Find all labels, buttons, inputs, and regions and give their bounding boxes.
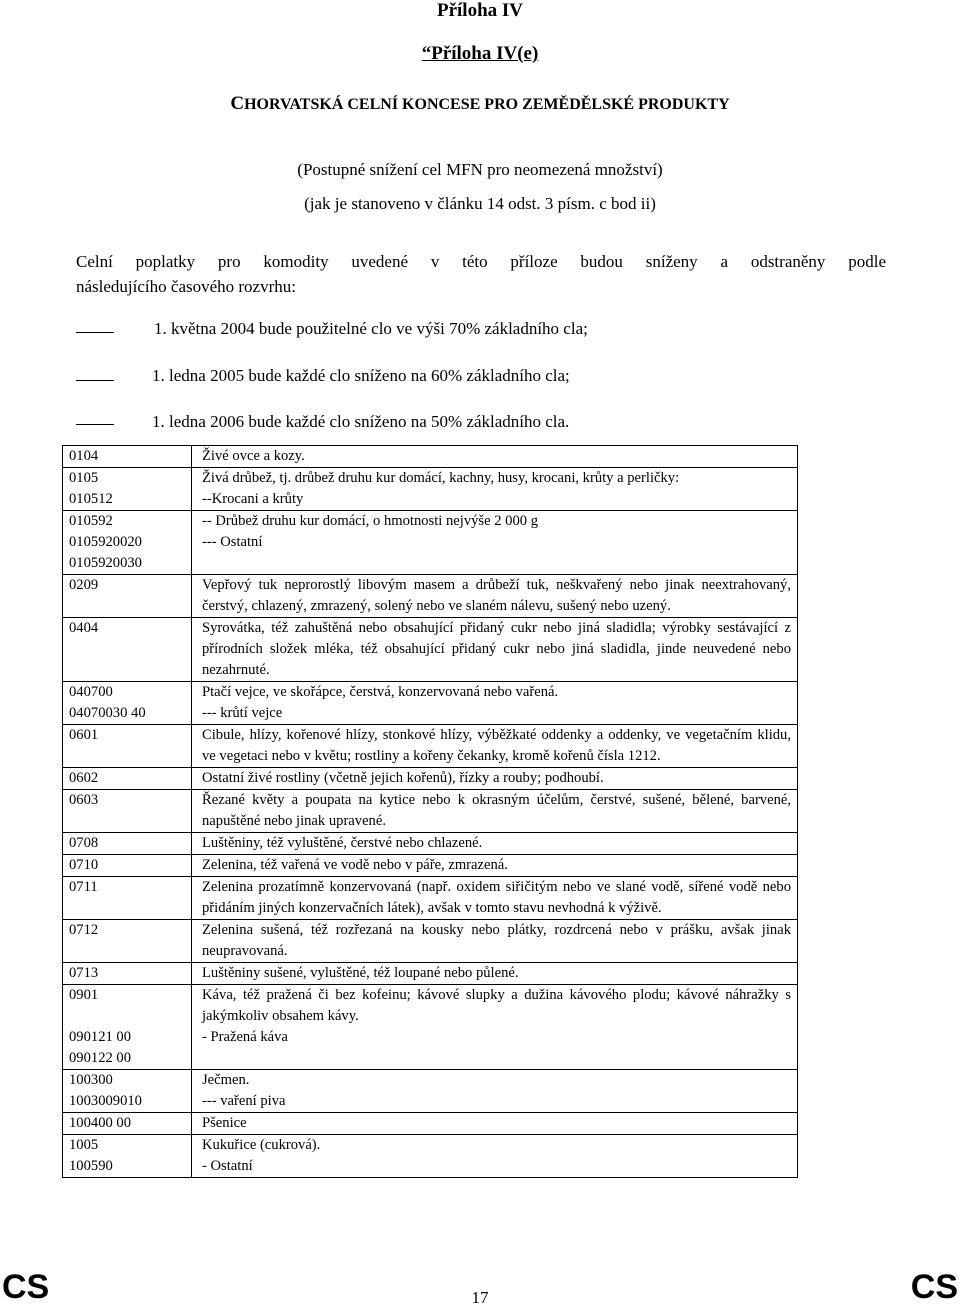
tariff-code: 0105920020 (69, 534, 142, 550)
tariff-code-cell (63, 575, 192, 618)
heading-rest: HORVATSKÁ CELNÍ KONCESE PRO ZEMĚDĚLSKÉ PRODUKTY (244, 96, 730, 113)
tariff-code: 0105 (69, 470, 99, 486)
tariff-description: --- vaření piva (202, 1093, 286, 1109)
tariff-code: 0901 (69, 987, 99, 1003)
tariff-code-cell (63, 768, 192, 790)
table-row (63, 985, 798, 1070)
tariff-code (69, 1006, 185, 1027)
tariff-code-cell (63, 468, 192, 511)
intro-line-1: Celní poplatky pro komodity uvedené v této příloze budou sníženy a odstraněny podle (76, 252, 886, 271)
table-row (63, 1135, 798, 1178)
tariff-description: Luštěniny, též vyluštěné, čerstvé nebo chlazené. (202, 835, 483, 851)
tariff-code-cell (63, 920, 192, 963)
tariff-description: Zelenina prozatímně konzervovaná (např. oxidem siřičitým nebo ve slané vodě, sířené vodě nebo přidáním jiných konzervačních látek), avšak v tomto stavu nevhodná k výživě. (202, 879, 791, 916)
tariff-code: 1005 (69, 1137, 99, 1153)
tariff-description-cell (192, 1135, 798, 1178)
tariff-code-cell (63, 446, 192, 468)
tariff-description-cell (192, 855, 798, 877)
schedule-item-3: 1. ledna 2006 bude každé clo sníženo na 50% základního cla. (152, 412, 570, 431)
tariff-code: 0104 (69, 448, 99, 464)
table-row (63, 833, 798, 855)
tariff-description: Cibule, hlízy, kořenové hlízy, stonkové hlízy, výběžkaté oddenky a oddenky, ve vegetačním klidu, ve vegetaci nebo v květu; rostliny a kořeny čekanky, kromě kořenů čísla 1212. (202, 727, 791, 764)
tariff-code: 090122 00 (69, 1050, 132, 1066)
page-number: 17 (471, 1288, 489, 1307)
tariff-description-cell (192, 618, 798, 682)
document-heading (0, 93, 960, 115)
table-row (63, 575, 798, 618)
tariff-description: Kukuřice (cukrová). (202, 1137, 321, 1153)
tariff-description-cell (192, 1113, 798, 1135)
tariff-code: 010512 (69, 491, 113, 507)
tariff-code: 0105920030 (69, 555, 142, 571)
tariff-description: Luštěniny sušené, vyluštěné, též loupané nebo půlené. (202, 965, 519, 981)
tariff-code-cell (63, 877, 192, 920)
tariff-code-cell (63, 833, 192, 855)
tariff-description: -- Drůbež druhu kur domácí, o hmotnosti nejvýše 2 000 g (202, 513, 538, 529)
tariff-code-cell (63, 682, 192, 725)
tariff-description: --- krůtí vejce (202, 705, 283, 721)
schedule-item-2: 1. ledna 2005 bude každé clo sníženo na 60% základního cla; (152, 366, 570, 385)
tariff-code: 0710 (69, 857, 99, 873)
tariff-code: 0602 (69, 770, 99, 786)
tariff-description: Ostatní živé rostliny (včetně jejich kořenů), řízky a rouby; podhoubí. (202, 770, 604, 786)
tariff-description-cell (192, 877, 798, 920)
heading-note-2: (jak je stanoveno v článku 14 odst. 3 písm. c bod ii) (304, 194, 656, 213)
tariff-code-cell (63, 855, 192, 877)
bullet-dash-2 (76, 380, 114, 381)
table-row (63, 877, 798, 920)
tariff-code-cell (63, 1135, 192, 1178)
tariff-description: Ječmen. (202, 1072, 250, 1088)
table-row (63, 618, 798, 682)
tariff-code-cell (63, 725, 192, 768)
table-row (63, 1113, 798, 1135)
schedule-item-1: 1. května 2004 bude použitelné clo ve výši 70% základního cla; (154, 319, 588, 338)
tariff-description-cell (192, 468, 798, 511)
annex-subtitle: “Příloha IV(e) (421, 43, 539, 64)
tariff-description-cell (192, 768, 798, 790)
language-code-left: CS (2, 1268, 50, 1306)
tariff-description: Zelenina, též vařená ve vodě nebo v páře, zmrazená. (202, 857, 508, 873)
tariff-code: 090121 00 (69, 1029, 132, 1045)
tariff-description: Káva, též pražená či bez kofeinu; kávové slupky a dužina kávového plodu; kávové náhražky s jakýmkoliv obsahem kávy. (202, 987, 791, 1024)
tariff-code: 1003009010 (69, 1093, 142, 1109)
heading-initial: C (230, 93, 245, 114)
tariff-description: Ptačí vejce, ve skořápce, čerstvá, konzervovaná nebo vařená. (202, 684, 559, 700)
tariff-description-cell (192, 985, 798, 1070)
tariff-code: 0712 (69, 922, 99, 938)
tariff-code: 0603 (69, 792, 99, 808)
table-row (63, 963, 798, 985)
table-row (63, 1070, 798, 1113)
tariff-description: - Pražená káva (202, 1029, 288, 1045)
tariff-description-cell (192, 1070, 798, 1113)
annex-title: Příloha IV (436, 0, 524, 21)
tariff-description: --- Ostatní (202, 534, 263, 550)
table-row (63, 725, 798, 768)
tariff-description-cell (192, 963, 798, 985)
tariff-table (62, 445, 798, 1178)
table-row (63, 468, 798, 511)
tariff-description: Pšenice (202, 1115, 247, 1131)
tariff-code: 0601 (69, 727, 99, 743)
language-code-right: CS (910, 1268, 958, 1306)
tariff-code: 010592 (69, 513, 113, 529)
tariff-code-cell (63, 790, 192, 833)
tariff-code: 100590 (69, 1158, 113, 1174)
tariff-code: 0209 (69, 577, 99, 593)
table-row (63, 446, 798, 468)
tariff-code-cell (63, 1070, 192, 1113)
bullet-dash-3 (76, 424, 114, 425)
bullet-dash-1 (76, 332, 114, 333)
tariff-description-cell (192, 920, 798, 963)
tariff-code: 0404 (69, 620, 99, 636)
tariff-code: 100400 00 (69, 1115, 132, 1131)
table-row (63, 855, 798, 877)
tariff-description: Řezané květy a poupata na kytice nebo k okrasným účelům, čerstvé, sušené, bělené, barvené, napuštěné nebo jinak upravené. (202, 792, 791, 829)
tariff-description: --Krocani a krůty (202, 491, 304, 507)
tariff-description: Zelenina sušená, též rozřezaná na kousky nebo plátky, rozdrcená nebo v prášku, avšak jinak neupravovaná. (202, 922, 791, 959)
intro-paragraph (76, 249, 886, 299)
tariff-description-cell (192, 790, 798, 833)
tariff-code: 040700 (69, 684, 113, 700)
tariff-table-body (63, 446, 798, 1178)
tariff-description: - Ostatní (202, 1158, 253, 1174)
heading-note-1: (Postupné snížení cel MFN pro neomezená množství) (297, 160, 663, 179)
tariff-description: Živé ovce a kozy. (202, 448, 305, 464)
table-row (63, 682, 798, 725)
intro-line-2: následujícího časového rozvrhu: (76, 277, 296, 296)
tariff-description-cell (192, 725, 798, 768)
tariff-code: 100300 (69, 1072, 113, 1088)
table-row (63, 790, 798, 833)
tariff-description-cell (192, 575, 798, 618)
tariff-code: 0711 (69, 879, 98, 895)
tariff-code-cell (63, 963, 192, 985)
tariff-description-cell (192, 511, 798, 575)
tariff-description-cell (192, 682, 798, 725)
table-row (63, 768, 798, 790)
tariff-description: Vepřový tuk neprorostlý libovým masem a drůbeží tuk, neškvařený nebo jinak neextrahovaný, čerstvý, chlazený, zmrazený, solený nebo ve slaném nálevu, sušený nebo uzený. (202, 577, 791, 614)
tariff-description: Živá drůbež, tj. drůbež druhu kur domácí, kachny, husy, krocani, krůty a perličky: (202, 470, 680, 486)
tariff-code-cell (63, 511, 192, 575)
table-row (63, 920, 798, 963)
tariff-code-cell (63, 985, 192, 1070)
tariff-description-cell (192, 446, 798, 468)
tariff-code-cell (63, 1113, 192, 1135)
tariff-code: 0708 (69, 835, 99, 851)
tariff-description: Syrovátka, též zahuštěná nebo obsahující přidaný cukr nebo jiná sladidla; výrobky sestávající z přírodních složek mléka, též obsahující přidaný cukr nebo jiná sladidla, jinde neuvedené nebo nezahrnuté. (202, 620, 791, 678)
tariff-code: 04070030 40 (69, 705, 146, 721)
tariff-code-cell (63, 618, 192, 682)
tariff-description-cell (192, 833, 798, 855)
table-row (63, 511, 798, 575)
tariff-code: 0713 (69, 965, 99, 981)
